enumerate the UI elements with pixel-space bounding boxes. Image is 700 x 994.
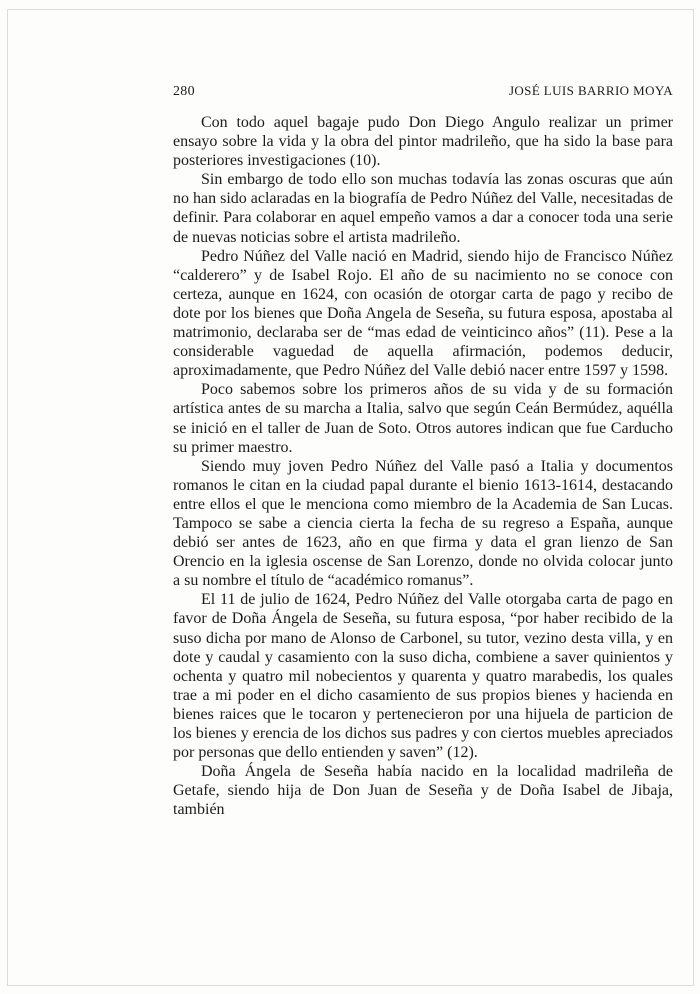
running-header-author: JOSÉ LUIS BARRIO MOYA xyxy=(508,83,673,98)
paragraph: Siendo muy joven Pedro Núñez del Valle pasó a Italia y documentos romanos le citan en la ciudad papal durante el bienio 1613-1614, destacando entre ellos el que le menciona como miembro de la Academia de San Lucas. Tampoco se sabe a ciencia cierta la fecha de su regreso a España, aunque debió ser antes de 1623, año en que firma y data el gran lienzo de San Orencio en la iglesia oscense de San Lorenzo, donde no olvida colocar junto a su nombre el título de “académico romanus”. xyxy=(173,457,673,590)
paragraph: Con todo aquel bagaje pudo Don Diego Angulo realizar un primer ensayo sobre la vida y la obra del pintor madrileño, que ha sido la base para posteriores investigaciones (10). xyxy=(173,114,673,170)
paragraph: El 11 de julio de 1624, Pedro Núñez del Valle otorgaba carta de pago en favor de Doña Ángela de Seseña, su futura esposa, “por haber recibido de la suso dicha por mano de Alonso de Carbonel, su tutor, vezino desta villa, y en dote y caudal y casamiento con la suso dicha, combiene a saver quinientos y ochenta y quatro mil nobecientos y quarenta y quatro marabedis, los quales trae a mi poder en el dicho casamiento de sus propios bienes y hacienda en bienes raices que le tocaron y pertenecieron por una hijuela de particion de los bienes y erencia de los dichos sus padres y con ciertos muebles apreciados por personas que dello entienden y saven” (12). xyxy=(173,591,673,762)
paragraph: Doña Ángela de Seseña había nacido en la localidad madrileña de Getafe, siendo hija de Don Juan de Seseña y de Doña Isabel de Jibaja, también xyxy=(173,763,673,819)
page-body xyxy=(173,113,673,819)
page-number: 280 xyxy=(173,84,195,99)
page-header xyxy=(173,83,673,100)
paragraph: Poco sabemos sobre los primeros años de su vida y de su formación artística antes de su marcha a Italia, salvo que según Ceán Bermúdez, aquélla se inició en el taller de Juan de Soto. Otros autores indican que fue Carducho su primer maestro. xyxy=(173,381,673,456)
paragraph: Sin embargo de todo ello son muchas todavía las zonas oscuras que aún no han sido aclaradas en la biografía de Pedro Núñez del Valle, necesitadas de definir. Para colaborar en aquel empeño vamos a dar a conocer toda una serie de nuevas noticias sobre el artista madrileño. xyxy=(173,171,673,246)
paragraph: Pedro Núñez del Valle nació en Madrid, siendo hijo de Francisco Núñez “calderero” y de Isabel Rojo. El año de su nacimiento no se conoce con certeza, aunque en 1624, con ocasión de otorgar carta de pago y recibo de dote por los bienes que Doña Angela de Seseña, su futura esposa, apostaba al matrimonio, declaraba ser de “mas edad de veinticinco años” (11). Pese a la considerable vaguedad de aquella afirmación, podemos deducir, aproximadamente, que Pedro Núñez del Valle debió nacer entre 1597 y 1598. xyxy=(173,247,673,380)
